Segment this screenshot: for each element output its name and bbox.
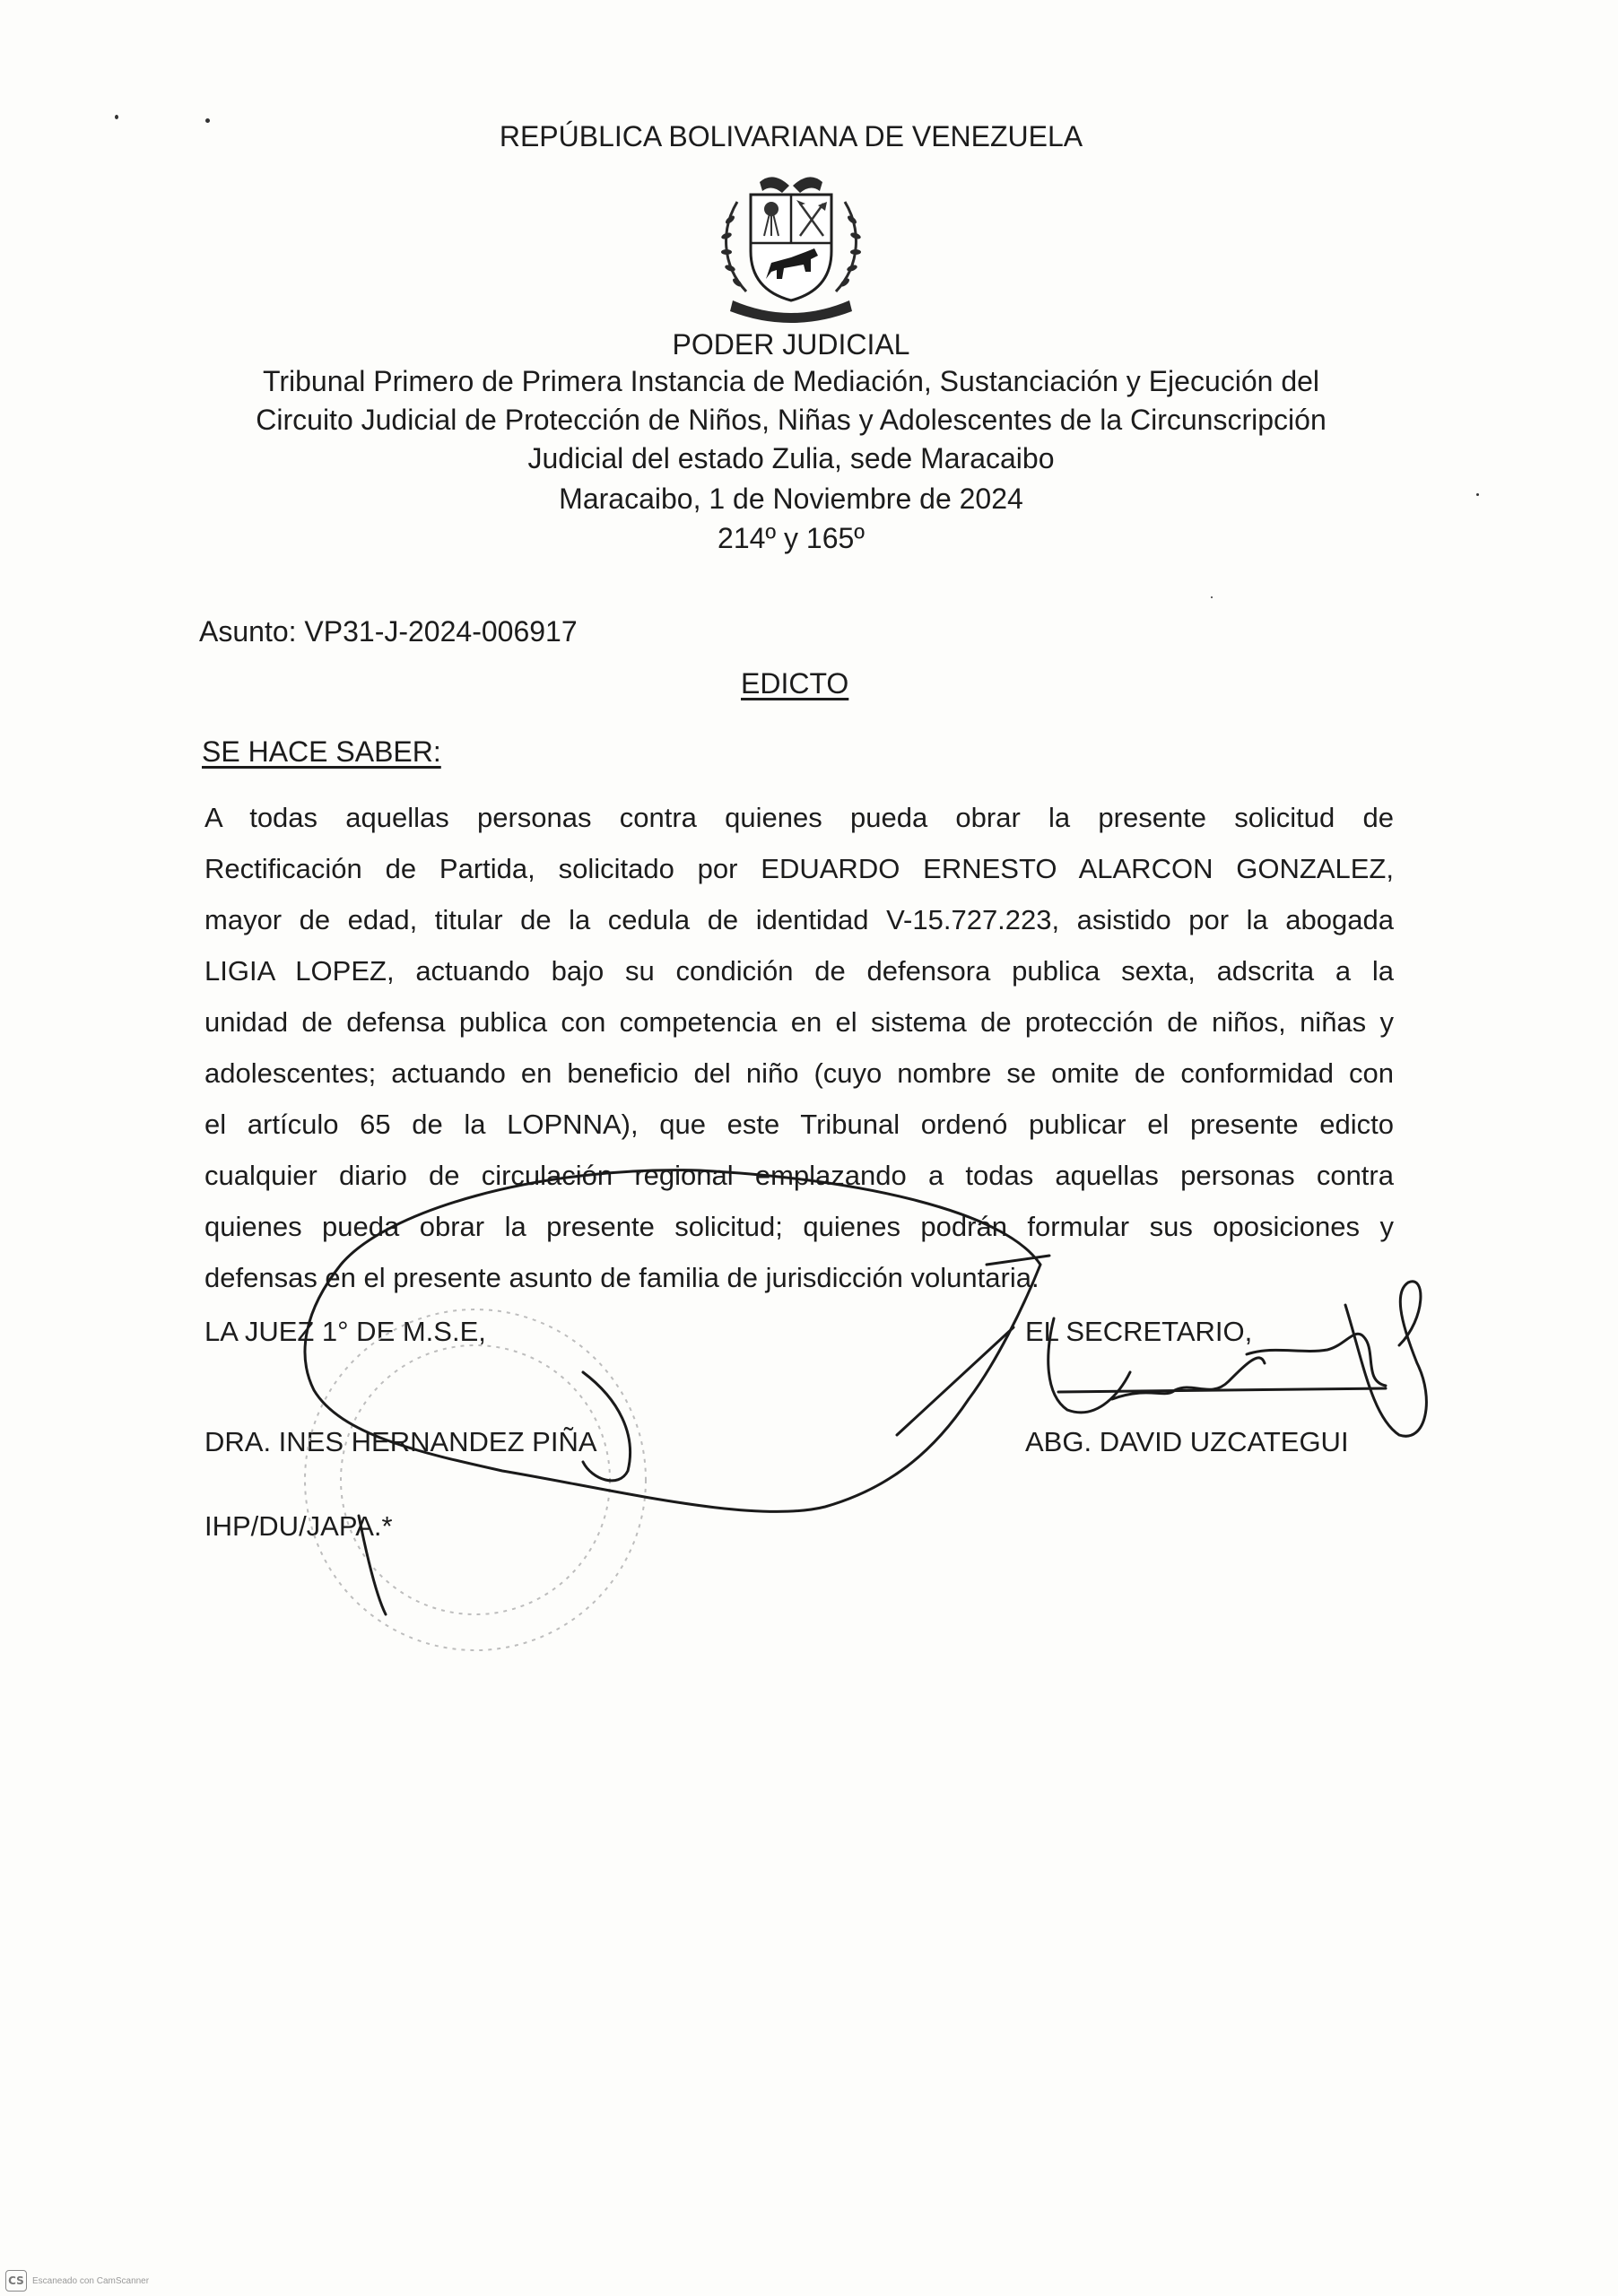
initials-line: IHP/DU/JAPA.*: [204, 1510, 393, 1542]
body-line: quienes pueda obrar la presente solicitud; quienes podrán formular sus oposiciones y: [204, 1211, 1394, 1242]
venezuela-coat-of-arms-icon: [710, 166, 872, 323]
court-line: Judicial del estado Zulia, sede Maracaibo: [527, 442, 1055, 474]
court-line: Tribunal Primero de Primera Instancia de Mediación, Sustanciación y Ejecución del: [262, 365, 1320, 397]
judge-label: LA JUEZ 1° DE M.S.E,: [204, 1316, 486, 1347]
scanner-watermark: [5, 2270, 149, 2292]
document-title: EDICTO: [741, 667, 849, 700]
judge-name: DRA. INES HERNANDEZ PIÑA: [204, 1426, 597, 1457]
judicial-branch-heading: PODER JUDICIAL: [672, 328, 910, 361]
case-number: Asunto: VP31-J-2024-006917: [199, 615, 578, 648]
years-line: 214º y 165º: [718, 522, 865, 554]
body-line: unidad de defensa publica con competencia en el sistema de protección de niños, niñas y: [204, 1006, 1394, 1038]
body-line: cualquier diario de circulación regional emplazando a todas aquellas personas contra: [204, 1160, 1394, 1191]
body-line: Rectificación de Partida, solicitado por EDUARDO ERNESTO ALARCON GONZALEZ,: [204, 853, 1394, 884]
notice-heading: SE HACE SABER:: [202, 735, 441, 768]
republic-heading: REPÚBLICA BOLIVARIANA DE VENEZUELA: [499, 120, 1083, 152]
body-line: adolescentes; actuando en beneficio del niño (cuyo nombre se omite de conformidad con: [204, 1057, 1394, 1089]
body-line: A todas aquellas personas contra quienes pueda obrar la presente solicitud de: [204, 802, 1394, 833]
body-line: defensas en el presente asunto de familia de jurisdicción voluntaria.: [204, 1262, 1040, 1293]
secretary-name: ABG. DAVID UZCATEGUI: [1025, 1426, 1349, 1457]
city-date: Maracaibo, 1 de Noviembre de 2024: [559, 483, 1023, 515]
body-line: el artículo 65 de la LOPNNA), que este Tribunal ordenó publicar el presente edicto: [204, 1109, 1394, 1140]
scan-speck: [1211, 596, 1213, 598]
body-line: mayor de edad, titular de la cedula de identidad V-15.727.223, asistido por la abogada: [204, 904, 1394, 935]
court-line: Circuito Judicial de Protección de Niños, Niñas y Adolescentes de la Circunscripción: [256, 404, 1327, 436]
scanner-text: Escaneado con CamScanner: [32, 2275, 150, 2286]
camscanner-logo: CS: [5, 2270, 27, 2292]
court-name: [0, 361, 1582, 477]
body-line: LIGIA LOPEZ, actuando bajo su condición de defensora publica sexta, adscrita a la: [204, 955, 1394, 987]
secretary-label: EL SECRETARIO,: [1025, 1316, 1253, 1347]
edict-body: [204, 798, 1394, 1309]
seal-stamp: [305, 1309, 646, 1650]
